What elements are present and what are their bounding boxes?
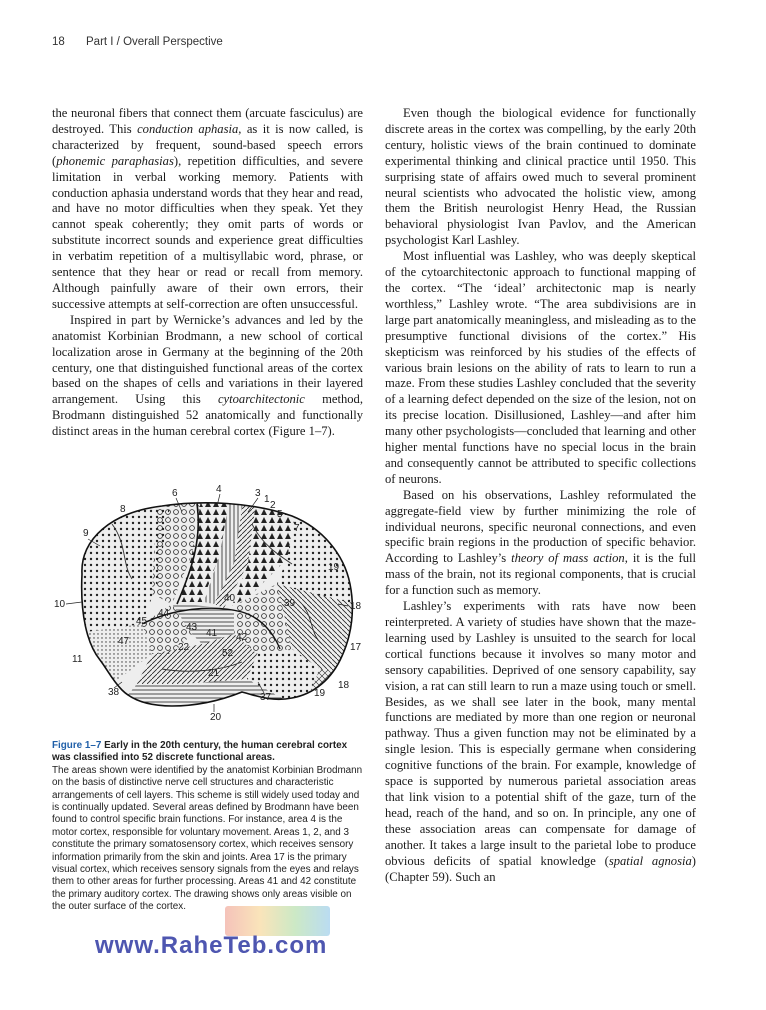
right-column bbox=[385, 106, 696, 885]
area-label: 8 bbox=[120, 504, 126, 515]
left-paragraph-2: Inspired in part by Wernicke’s advances and led by the anatomist Korbinian Brodmann, a new school of cortical localization arose in Germany at the beginning of the 20th century, one that distinguished functional areas of the cortex based on the shapes of cells and variations in their layered arrangement. Using this cytoarchitectonic method, Brodmann distinguished 52 anatomically and functionally distinct areas in the human cerebral cortex (Figure 1–7). bbox=[52, 312, 364, 439]
running-title: Part I / Overall Perspective bbox=[86, 36, 223, 48]
area-label: 6 bbox=[172, 488, 178, 499]
figure-caption-body: The areas shown were identified by the anatomist Korbinian Brodmann on the basis of distinctive nerve cell structures and characteristic arrangements of cell layers. This scheme is still widely used today and is continually updated. Several areas defined by Brodmann have been found to control specific brain functions. For instance, area 4 is the motor cortex, responsible for voluntary movement. Areas 1, 2, and 3 constitute the primary somatosensory cortex, which receives sensory information primarily from the skin and joints. Area 17 is the primary visual cortex, which receives sensory signals from the eyes and relays them to other areas for further processing. Areas 41 and 42 constitute the primary auditory cortex. The drawing shows only areas visible on the outer surface of the cortex. bbox=[52, 764, 363, 913]
right-paragraph-2: Most influential was Lashley, who was deeply skeptical of the cytoarchitectonic approach to functional mapping of the cortex. “The ‘ideal’ architectonic map is nearly worthless,” Lashley wrote. “The area subdivisions are in large part anatomically meaningless, and misleading as to the presumptive functional divisions of the cortex.” His skepticism was reinforced by his studies of the effects of various brain lesions on the ability of rats to learn to run a maze. From these studies Lashley concluded that the severity of a learning defect depended on the size of the lesion, not on its precise location. Disillusioned, Lashley—and after him many other psychologists—concluded that learning and other higher mental functions have no special locus in the brain and consequently cannot be attributed to specific collections of neurons. bbox=[385, 249, 696, 486]
watermark-text: www.RaheTeb.com bbox=[95, 932, 328, 959]
area-label: 18 bbox=[338, 680, 350, 691]
area-label: 44 bbox=[158, 608, 170, 619]
term-spatial-agnosia: spatial agnosia bbox=[608, 853, 692, 868]
area-label: 47 bbox=[118, 636, 130, 647]
area-label: 10 bbox=[54, 599, 66, 610]
area-label: 39 bbox=[284, 598, 296, 609]
area-label: 52 bbox=[222, 648, 234, 659]
area-label: 1 bbox=[264, 494, 270, 505]
figure-number: Figure 1–7 bbox=[52, 740, 102, 751]
term-phonemic-paraphasias: phonemic paraphasias bbox=[56, 153, 174, 168]
area-label: 45 bbox=[136, 616, 148, 627]
area-label: 43 bbox=[186, 622, 198, 633]
area-label: 22 bbox=[178, 642, 190, 653]
brodmann-brain-drawing bbox=[52, 484, 363, 736]
right-paragraph-3: Based on his observations, Lashley reformulated the aggregate-field view by further minimizing the role of individual neurons, specific neuronal connections, and even specific brain regions in the production of specific behavior. According to Lashley’s theory of mass action, it is the full mass of the brain, not its regional components, that is crucial for a function such as memory. bbox=[385, 487, 697, 598]
area-label: 42 bbox=[236, 632, 248, 643]
right-paragraph-1: Even though the biological evidence for functionally discrete areas in the cortex was compelling, by the early 20th century, holistic views of the brain continued to dominate experimental thinking and clinical practice until 1950. This surprising state of affairs owed much to several prominent neural scientists who advocated the holistic view, among them the British neurologist Henry Head, the Russian behavioral physiologist Ivan Pavlov, and the American psychologist Karl Lashley. bbox=[385, 106, 696, 248]
area-label: 38 bbox=[108, 687, 120, 698]
area-label: 20 bbox=[210, 712, 222, 723]
area-label: 21 bbox=[208, 668, 220, 679]
term-mass-action: theory of mass action bbox=[511, 551, 625, 566]
area-label: 9 bbox=[83, 528, 89, 539]
area-label: 37 bbox=[260, 692, 272, 703]
area-label: 5 bbox=[277, 509, 283, 520]
term-conduction-aphasia: conduction aphasia bbox=[137, 121, 239, 136]
area-label: 2 bbox=[270, 500, 276, 511]
figure-caption bbox=[52, 740, 363, 914]
right-paragraph-4: Lashley’s experiments with rats have now been reinterpreted. A variety of studies have shown that the maze-learning used by Lashley is unsuited to the search for local cortical functions because it involves so many motor and sensory capabilities. Deprived of one sensory capability, say vision, a rat can still learn to run a maze using touch or smell. Besides, as we shall see later in the book, many mental functions are mediated by more than one region or neuronal pathway. Thus a given function may not be eliminated by a single lesion. This is especially germane when considering cognitive functions of the brain. For example, knowledge of space is supported by numerous parietal association areas that link vision to a potential shift of the gaze, turn of the head, reach of the hand, and so on. In principle, any one of these association areas can compensate for damage of another. It takes a large insult to the parietal lobe to produce obvious deficits of spatial knowledge (spatial agnosia) (Chapter 59). Such an bbox=[385, 599, 696, 884]
figure-title: Early in the 20th century, the human cerebral cortex was classified into 52 discrete functional areas. bbox=[52, 740, 348, 764]
left-paragraph-1: the neuronal fibers that connect them (arcuate fasciculus) are destroyed. This conduction aphasia, as it is now called, is characterized by frequent, sound-based speech errors (phonemic paraphasias), repetition difficulties, and severe limitation in verbal working memory. Patients with conduction aphasia understand words that they hear and read, and have no motor difficulties when they speak. Yet they cannot speak coherently; they omit parts of words or substitute incorrect sounds and experience great difficulties in verbatim repetition of a multisyllabic word, phrase, or sentence that they hear or read or recall from memory. Although painfully aware of their own errors, their successive attempts at self-correction are often unsuccessful. bbox=[52, 106, 363, 311]
figure-brodmann-map bbox=[52, 484, 363, 736]
area-label: 19 bbox=[314, 688, 326, 699]
area-label: 40 bbox=[224, 593, 236, 604]
area-label: 18 bbox=[350, 601, 362, 612]
area-label: 3 bbox=[255, 488, 261, 499]
area-label: 19 bbox=[328, 562, 340, 573]
area-label: 11 bbox=[72, 654, 83, 665]
running-head bbox=[52, 36, 223, 48]
area-label: 17 bbox=[350, 642, 362, 653]
left-column bbox=[52, 106, 363, 440]
area-label: 7 bbox=[294, 523, 300, 534]
term-cytoarchitectonic: cytoarchitectonic bbox=[217, 392, 305, 407]
page-number: 18 bbox=[52, 36, 65, 48]
area-label: 4 bbox=[216, 484, 222, 495]
area-label: 41 bbox=[206, 628, 218, 639]
